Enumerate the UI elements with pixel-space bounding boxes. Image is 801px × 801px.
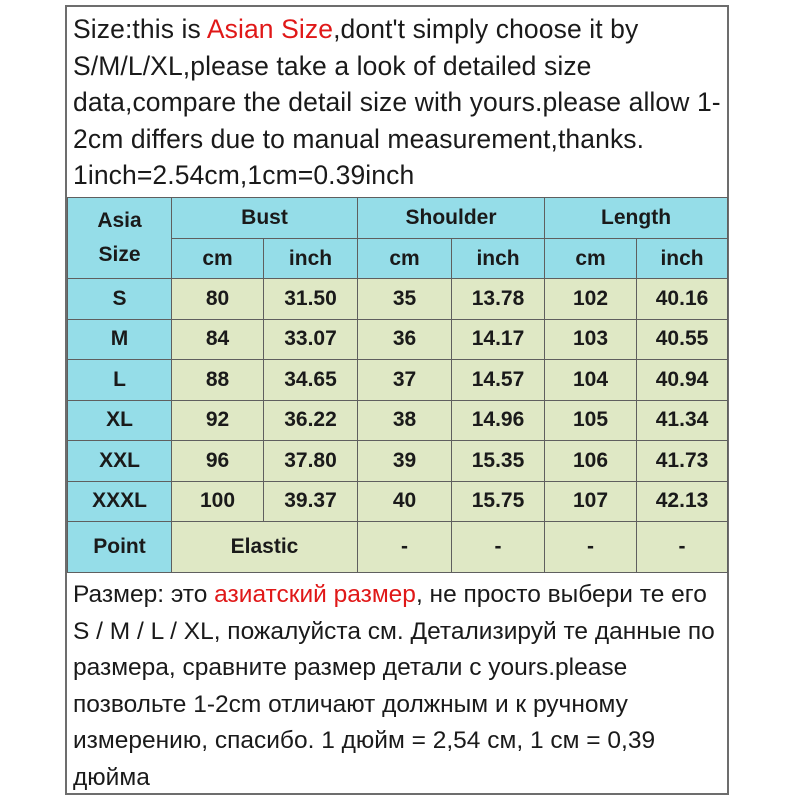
size-label-cell: XXL [68, 441, 172, 482]
table-cell: 39 [358, 441, 452, 482]
table-cell: 39.37 [264, 481, 358, 522]
table-cell: 92 [172, 400, 264, 441]
table-cell: 14.96 [452, 400, 545, 441]
table-cell: 102 [545, 279, 637, 320]
russian-notice-text [73, 577, 723, 796]
table-row [68, 360, 728, 401]
table-cell: 36 [358, 319, 452, 360]
table-cell: 34.65 [264, 360, 358, 401]
table-cell: 40.55 [637, 319, 728, 360]
table-cell: 41.73 [637, 441, 728, 482]
table-cell: 40.16 [637, 279, 728, 320]
table-cell: - [637, 522, 728, 573]
table-row [68, 441, 728, 482]
table-cell: - [545, 522, 637, 573]
intro-asian-size-highlight: Asian Size [206, 14, 334, 44]
point-bust-cell: Elastic [172, 522, 358, 573]
table-cell: 100 [172, 481, 264, 522]
table-cell: 96 [172, 441, 264, 482]
size-label-cell: M [68, 319, 172, 360]
table-cell: 15.75 [452, 481, 545, 522]
unit-header: inch [264, 239, 358, 279]
table-cell: 37.80 [264, 441, 358, 482]
table-cell: 42.13 [637, 481, 728, 522]
footer-prefix: Размер: это [73, 581, 215, 608]
table-row [68, 400, 728, 441]
table-cell: - [452, 522, 545, 573]
table-cell: 80 [172, 279, 264, 320]
size-label-cell: S [68, 279, 172, 320]
size-table [67, 197, 728, 573]
table-cell: 38 [358, 400, 452, 441]
size-label-cell: XXXL [68, 481, 172, 522]
footer-asian-size-highlight: азиатский размер [214, 581, 416, 608]
unit-header: cm [172, 239, 264, 279]
table-cell: 33.07 [264, 319, 358, 360]
table-cell: 84 [172, 319, 264, 360]
table-row [68, 319, 728, 360]
footer-rest: , не просто выбери те его S / M / L / XL, пожалуйста см. Детализируй те данные по размера, сравните размер детали с yours.please позвольте 1-2cm отличают должным и к ручному измерению, спасибо. 1 дюйм = 2,54 см, 1 см = 0,39 дюйма [73, 581, 715, 791]
intro-rest: ,dont't simply choose it by S/M/L/XL,please take a look of detailed size data,compare the detail size with yours.please allow 1-2cm differs due to manual measurement,thanks. 1inch=2.54cm,1cm=0.39inch [73, 14, 721, 190]
size-header-line2: Size [98, 243, 141, 266]
table-cell: 36.22 [264, 400, 358, 441]
point-label: Point [68, 522, 172, 573]
table-cell: 40.94 [637, 360, 728, 401]
intro-prefix: Size:this is [73, 14, 207, 44]
table-cell: 14.17 [452, 319, 545, 360]
table-row [68, 481, 728, 522]
table-cell: 40 [358, 481, 452, 522]
bust-header: Bust [172, 198, 358, 239]
size-column-header [68, 198, 172, 279]
unit-header: inch [452, 239, 545, 279]
table-cell: 107 [545, 481, 637, 522]
table-cell: 103 [545, 319, 637, 360]
table-cell: 13.78 [452, 279, 545, 320]
unit-header: inch [637, 239, 728, 279]
intro-text [73, 11, 723, 194]
point-row [68, 522, 728, 573]
size-chart-card [65, 5, 729, 795]
length-header: Length [545, 198, 728, 239]
table-cell: 14.57 [452, 360, 545, 401]
table-cell: 41.34 [637, 400, 728, 441]
table-cell: 31.50 [264, 279, 358, 320]
table-row [68, 279, 728, 320]
table-cell: 105 [545, 400, 637, 441]
table-cell: 104 [545, 360, 637, 401]
table-cell: 88 [172, 360, 264, 401]
size-label-cell: XL [68, 400, 172, 441]
shoulder-header: Shoulder [358, 198, 545, 239]
unit-header: cm [358, 239, 452, 279]
unit-header: cm [545, 239, 637, 279]
size-label-cell: L [68, 360, 172, 401]
table-header-row [68, 198, 728, 239]
table-cell: 37 [358, 360, 452, 401]
table-cell: 35 [358, 279, 452, 320]
table-cell: 106 [545, 441, 637, 482]
size-header-line1: Asia [97, 209, 142, 232]
table-cell: - [358, 522, 452, 573]
table-cell: 15.35 [452, 441, 545, 482]
